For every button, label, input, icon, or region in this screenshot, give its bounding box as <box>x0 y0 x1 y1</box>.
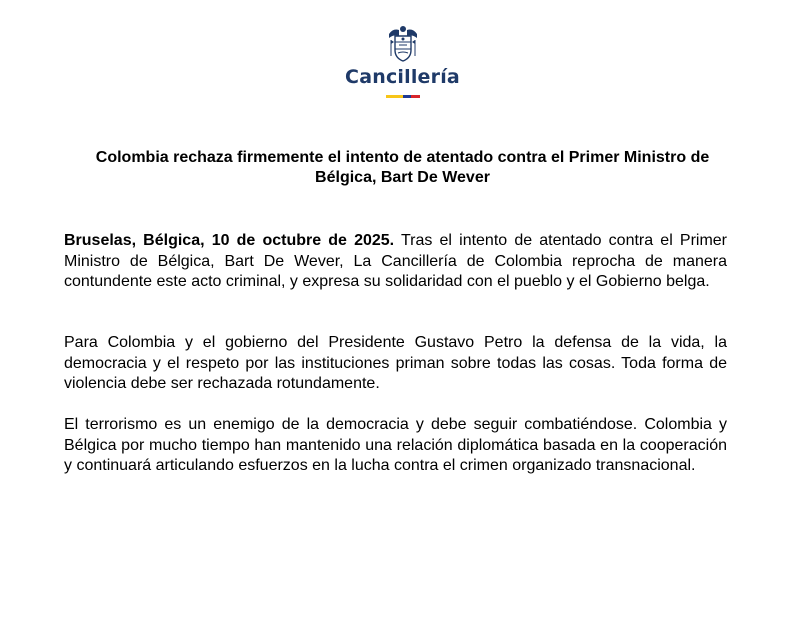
letterhead <box>0 24 805 98</box>
coat-of-arms-icon <box>385 24 421 64</box>
paragraph-1 <box>64 231 727 293</box>
flag-yellow-band <box>386 95 403 98</box>
paragraph-1-text: Tras el intento de atentado contra el Primer Ministro de Bélgica, Bart De Wever, La Cancillería de Colombia reprocha de manera contundente este acto criminal, y expresa su solidaridad con el pueblo y el Gobierno belga. <box>64 232 728 290</box>
paragraph-3: El terrorismo es un enemigo de la democracia y debe seguir combatiéndose. Colombia y Bélgica por mucho tiempo han mantenido una relación diplomática basada en la cooperación y continuará articulando esfuerzos en la lucha contra el crimen organizado transnacional. <box>64 416 727 474</box>
brand-name: Cancillería <box>345 66 460 88</box>
dateline: Bruselas, Bélgica, 10 de octubre de 2025. <box>64 232 395 249</box>
document-title: Colombia rechaza firmemente el intento de atentado contra el Primer Ministro de Bélgica, Bart De Wever <box>95 149 710 186</box>
colombia-flag-stripe <box>386 95 420 98</box>
flag-red-band <box>411 95 420 98</box>
paragraph-2: Para Colombia y el gobierno del Presidente Gustavo Petro la defensa de la vida, la democracia y el respeto por las instituciones priman sobre todas las cosas. Toda forma de violencia debe ser rechazada rotundamente. <box>64 334 727 392</box>
flag-blue-band <box>403 95 412 98</box>
